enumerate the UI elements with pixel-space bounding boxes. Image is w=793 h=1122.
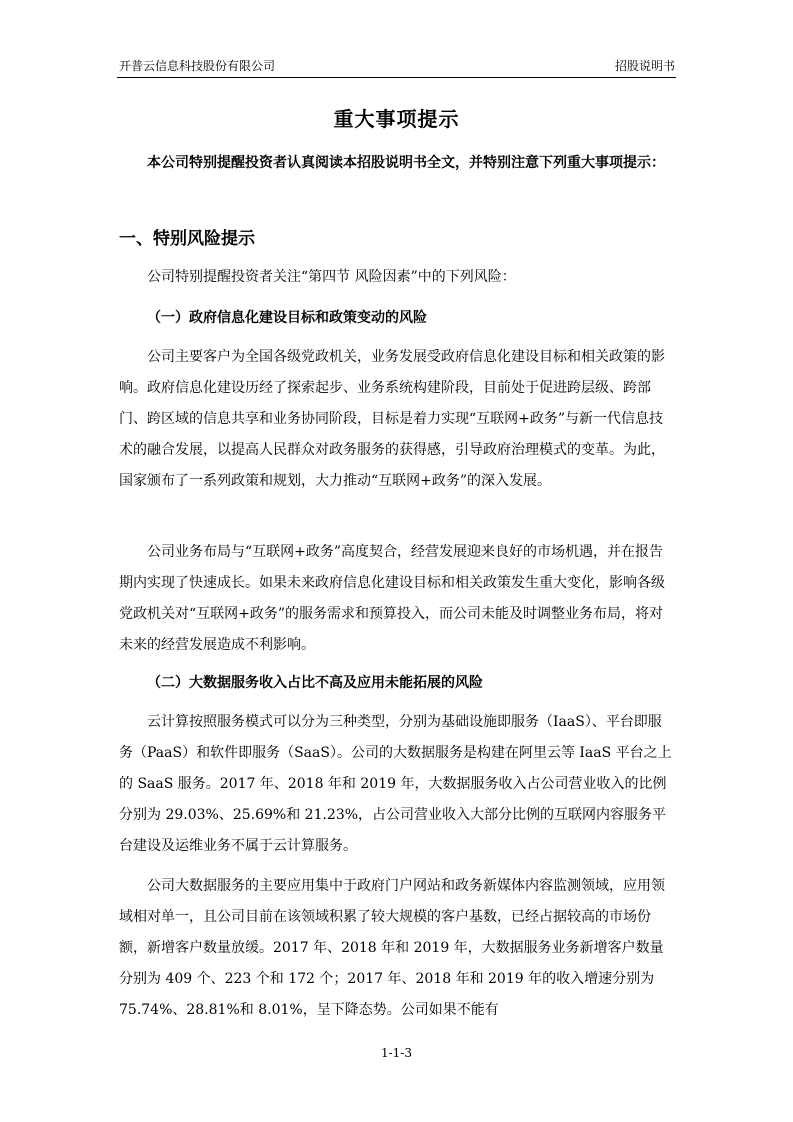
intro-paragraph: 本公司特别提醒投资者认真阅读本招股说明书全文，并特别注意下列重大事项提示： xyxy=(147,155,665,171)
page-title: 重大事项提示 xyxy=(333,107,460,131)
header-divider xyxy=(117,77,676,78)
subsection-heading-bigdata-risk: （二）大数据服务收入占比不高及应用未能拓展的风险 xyxy=(147,675,483,691)
paragraph-bigdata-risk-1: 云计算按照服务模式可以分为三种类型，分别为基础设施即服务（IaaS）、平台即服务（PaaS）和软件即服务（SaaS）。公司的大数据服务是构建在阿里云等 IaaS 平台之上的 SaaS 服务。2017 年、2018 年和 2019 年，大数据服务收入占公司营业收入的比例分别为 29.03%、25.69%和 21.23%，占公司营业收入大部分比例的互联网内容服务平台建设及运维业务不属于云计算服务。 xyxy=(119,714,672,854)
page-number: 1-1-3 xyxy=(380,1046,412,1060)
paragraph-bigdata-risk-2: 公司大数据服务的主要应用集中于政府门户网站和政务新媒体内容监测领域，应用领域相对单一，且公司目前在该领域积累了较大规模的客户基数，已经占据较高的市场份额，新增客户数量放缓。2017 年、2018 年和 2019 年，大数据服务业务新增客户数量分别为 409 个、223 个和 172 个；2017 年、2018 年和 2019 年的收入增速分别为 75.74%、28.81%和 8.01%，呈下降态势。公司如果不能有 xyxy=(119,878,665,1018)
page-header-doc-type: 招股说明书 xyxy=(614,59,675,73)
paragraph-policy-risk-2: 公司业务布局与“互联网+政务”高度契合，经营发展迎来良好的市场机遇，并在报告期内实现了快速成长。如果未来政府信息化建设目标和相关政策发生重大变化，影响各级党政机关对“互联网+政务”的服务需求和预算投入，而公司未能及时调整业务布局，将对未来的经营发展造成不利影响。 xyxy=(119,544,665,653)
page-header-company: 开普云信息科技股份有限公司 xyxy=(119,59,276,73)
paragraph-policy-risk-1: 公司主要客户为全国各级党政机关，业务发展受政府信息化建设目标和相关政策的影响。政府信息化建设历经了探索起步、业务系统构建阶段，目前处于促进跨层级、跨部门、跨区域的信息共享和业务协同阶段，目标是着力实现“互联网+政务”与新一代信息技术的融合发展，以提高人民群众对政务服务的获得感，引导政府治理模式的变革。为此，国家颁布了一系列政策和规划，大力推动“互联网+政务”的深入发展。 xyxy=(119,349,665,489)
subsection-heading-policy-risk: （一）政府信息化建设目标和政策变动的风险 xyxy=(147,310,427,326)
section-heading-special-risks: 一、特别风险提示 xyxy=(119,229,255,249)
section-lead-paragraph: 公司特别提醒投资者关注“第四节 风险因素”中的下列风险： xyxy=(147,269,516,285)
